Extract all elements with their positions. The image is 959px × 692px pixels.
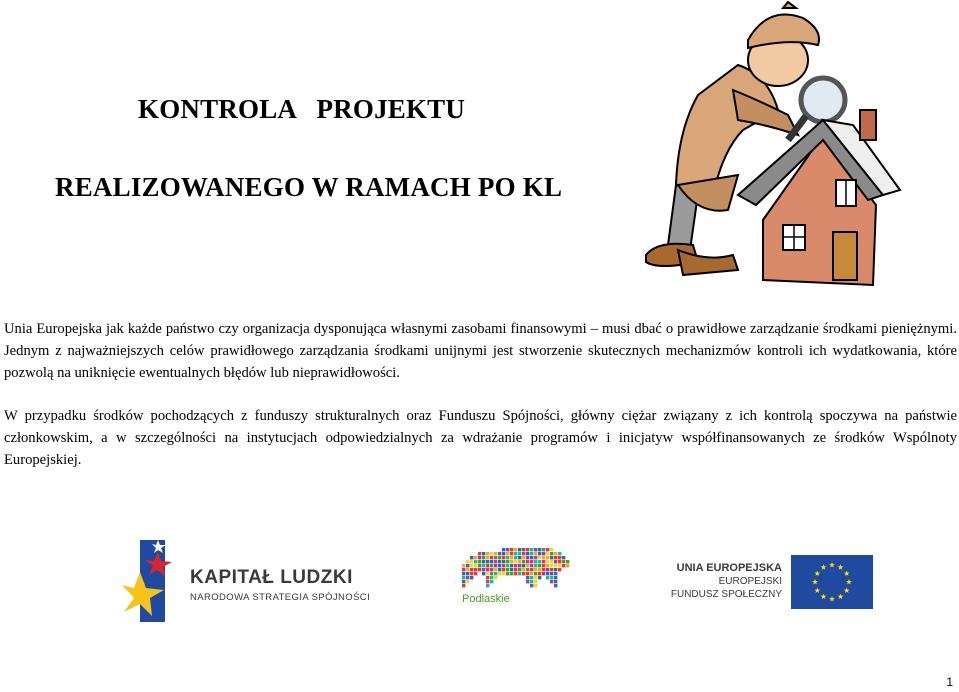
- eu-flag-icon: [791, 555, 873, 609]
- eu-line-2: EUROPEJSKI: [718, 576, 782, 587]
- paragraph-1: Unia Europejska jak każde państwo czy organizacja dysponująca własnymi zasobami finansowymi – musi dbać o prawidłowe zarządzanie środkami pieniężnymi. Jednym z najważniejszych celów prawidłowego zarządzania środkami unijnymi jest stworzenie skutecznych mechanizmów kontroli ich wydatkowania, które pozwolą na uniknięcie ewentualnych błędów lub nieprawidłowości.: [4, 321, 957, 381]
- eu-line-3: FUNDUSZ SPOŁECZNY: [670, 589, 782, 600]
- kapital-ludzki-subtitle: NARODOWA STRATEGIA SPÓJNOŚCI: [190, 592, 371, 603]
- paragraph-2: W przypadku środków pochodzących z funduszy strukturalnych oraz Funduszu Spójności, główny ciężar związany z ich kontrolą spoczywa na państwie członkowskim, a w szczególności na instytucjach odpowiedzialnych za wdrażanie programów i inicjatyw współfinansowanych ze środków Wspólnoty Europejskiej.: [4, 408, 957, 468]
- page-number: 1: [946, 675, 953, 689]
- title-line-2: REALIZOWANEGO W RAMACH PO KL: [55, 172, 563, 202]
- podlaskie-bison-logo-icon: [458, 548, 573, 593]
- kapital-ludzki-title: KAPITAŁ LUDZKI: [190, 567, 353, 588]
- eu-line-1: UNIA EUROPEJSKA: [676, 562, 782, 574]
- podlaskie-label: Podlaskie: [462, 593, 510, 605]
- kapital-ludzki-logo-icon: [120, 540, 182, 622]
- eu-text-block: [640, 562, 782, 601]
- title-line-1: KONTROLA PROJEKTU: [138, 94, 466, 124]
- detective-with-magnifier-house-icon: [638, 0, 908, 290]
